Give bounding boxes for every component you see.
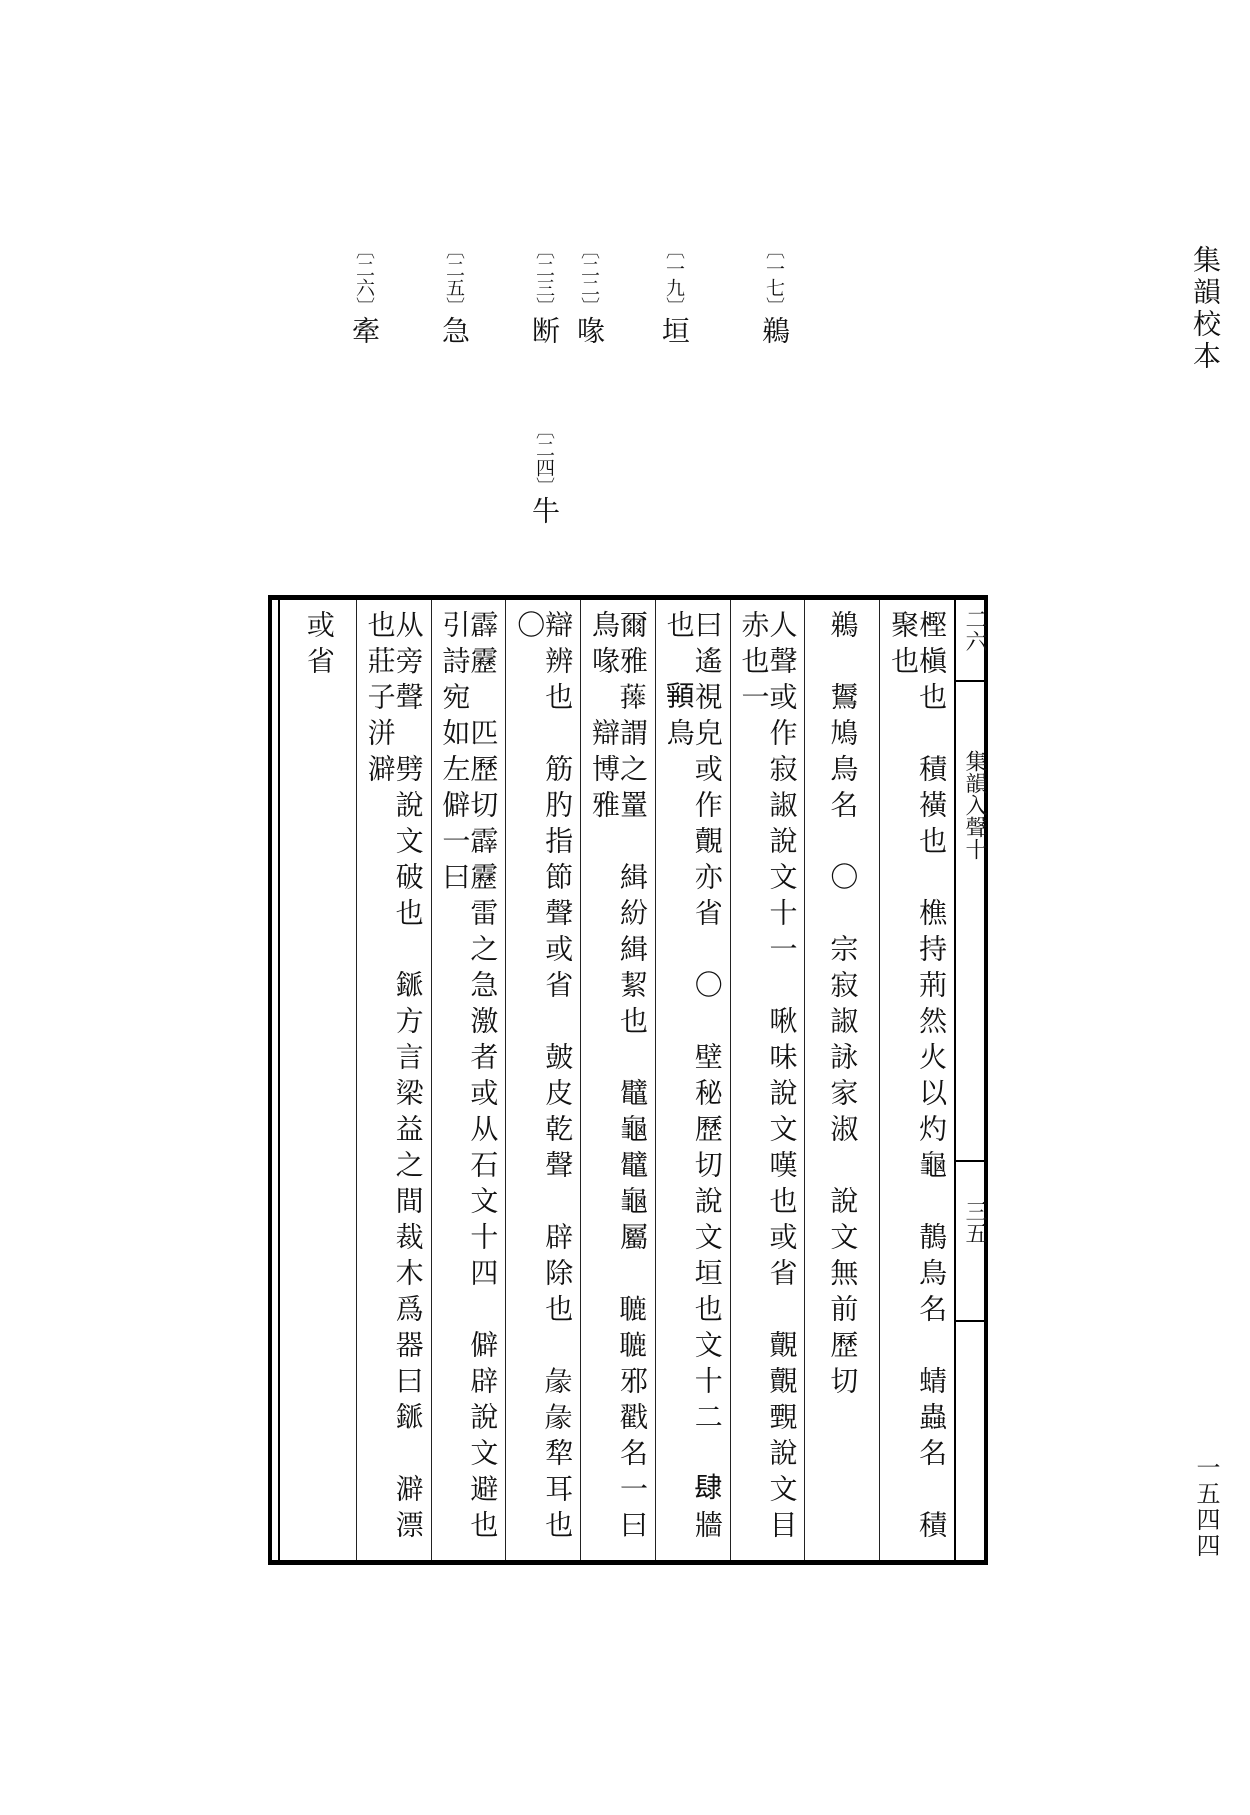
page-number: 一五四四	[1192, 1455, 1220, 1559]
header-top-mark: 二六	[962, 608, 987, 652]
header-divider	[956, 1160, 984, 1162]
text-column	[356, 600, 431, 1560]
text-column	[879, 600, 954, 1560]
text-column	[655, 600, 730, 1560]
running-title: 集韻校本	[1189, 245, 1222, 373]
woodblock-page	[268, 595, 988, 1582]
note-char: 喙	[573, 316, 606, 350]
note-char: 牛	[528, 496, 561, 530]
column-text: 樫槇也 積𧝒也 樵持荊然火以灼龜 鶄鳥名 蜻蟲名 積聚也	[887, 610, 949, 1546]
header-divider	[956, 680, 984, 682]
header-bottom-mark: 三五	[962, 1200, 987, 1244]
note-number: 〔一九〕	[663, 240, 685, 316]
header-divider	[956, 1320, 984, 1322]
text-column	[431, 600, 506, 1560]
column-text: 人聲或作寂諔說文十一 啾味說文嘆也或省 覿覿䚈說文目赤也一	[737, 610, 799, 1546]
note-entry	[758, 240, 791, 350]
column-text: 鵜 䳲鳩鳥名 〇 宗寂諔詠家淑 說文無前歷切	[826, 610, 860, 1402]
text-column	[505, 600, 580, 1582]
column-text: 辯辨也 筋肑指節聲或省 皷皮乾聲 辟除也 𢑡𢑡犂耳也 〇	[513, 610, 575, 1582]
note-number: 〔二五〕	[443, 240, 465, 316]
note-char: 垣	[658, 316, 691, 350]
note-entry	[528, 240, 561, 350]
column-text: 爾雅𦾙謂之罿 緝紛緝絜也 鼊龜鼊龜屬 𦗓𦗓邪戳名一曰鳥喙 辯博雅	[587, 610, 649, 1546]
note-number: 〔一七〕	[763, 240, 785, 316]
collation-notes	[330, 240, 940, 600]
header-middle-title: 集韻入聲十	[962, 750, 987, 860]
text-column	[804, 600, 879, 1560]
text-column	[730, 600, 805, 1560]
note-number: 〔二六〕	[353, 240, 375, 316]
column-text: 或省	[302, 610, 336, 682]
note-char: 急	[438, 316, 471, 350]
note-number: 〔二二〕	[578, 240, 600, 316]
text-columns	[282, 600, 954, 1582]
text-column	[580, 600, 655, 1560]
note-char: 断	[528, 316, 561, 350]
column-text: 曰遙視皃或作覿亦省 〇 壁秘歷切說文垣也文十二 𨽸牆也 𩓞鳥	[662, 610, 724, 1546]
note-entry	[573, 240, 606, 350]
text-column	[282, 600, 356, 1560]
note-entry	[438, 240, 471, 350]
note-char: 牽	[348, 316, 381, 350]
column-text: 霹靂 匹歷切霹靂雷之急激者或从石文十四 僻辟說文避也引詩宛如左僻一曰	[438, 610, 500, 1546]
note-entry	[348, 240, 381, 350]
block-header-strip	[954, 600, 987, 1560]
column-text: 从旁聲 劈說文破也 鎃方言梁益之間裁木爲器曰鎃 澼漂也莊子洴澼	[363, 610, 425, 1546]
note-number: 〔二四〕	[533, 420, 555, 496]
note-entry	[658, 240, 691, 350]
note-number: 〔二三〕	[533, 240, 555, 316]
note-entry	[528, 420, 561, 530]
note-char: 鵜	[758, 316, 791, 350]
